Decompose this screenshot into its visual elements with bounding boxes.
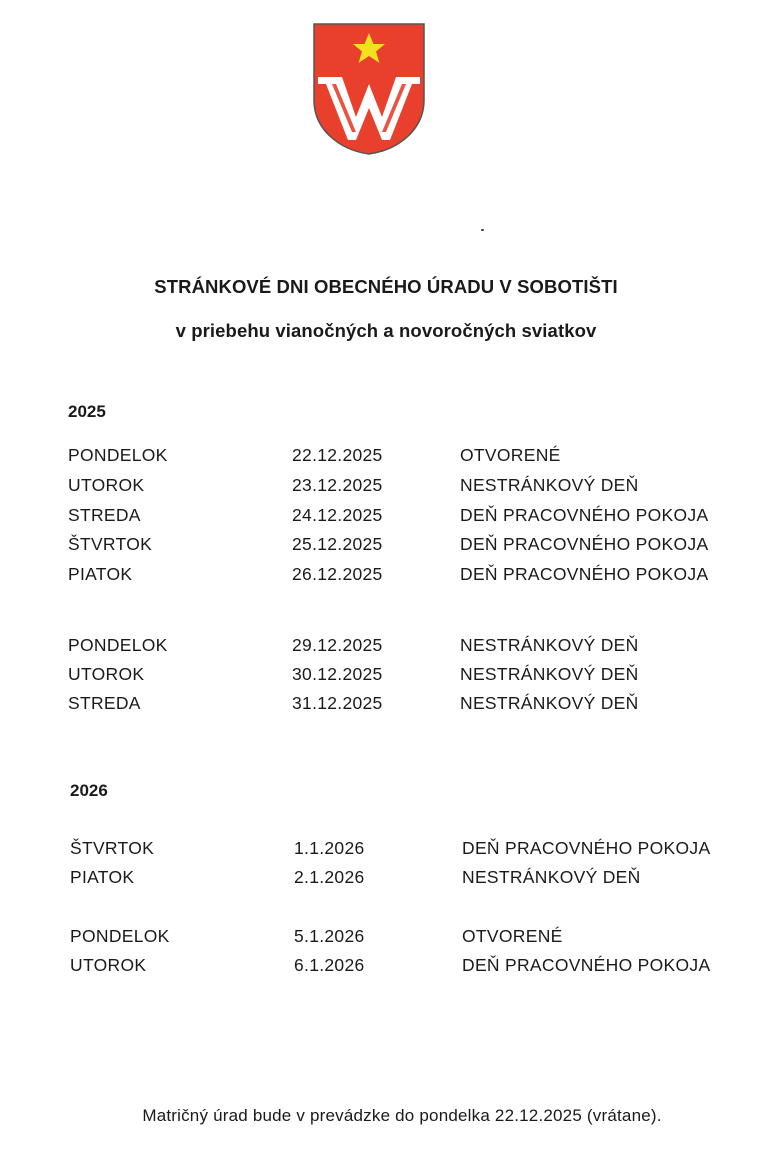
day-cell: STREDA <box>68 693 141 713</box>
day-cell: UTOROK <box>68 475 145 495</box>
status-cell: OTVORENÉ <box>462 926 563 946</box>
date-cell: 23.12.2025 <box>292 475 383 495</box>
date-cell: 25.12.2025 <box>292 534 383 554</box>
day-cell: PONDELOK <box>68 635 168 655</box>
status-cell: DEŇ PRACOVNÉHO POKOJA <box>460 505 709 525</box>
schedule-row <box>0 955 768 983</box>
date-cell: 26.12.2025 <box>292 564 383 584</box>
status-cell: DEŇ PRACOVNÉHO POKOJA <box>460 564 709 584</box>
date-cell: 30.12.2025 <box>292 664 383 684</box>
day-cell: PIATOK <box>68 564 133 584</box>
day-cell: UTOROK <box>68 664 145 684</box>
status-cell: NESTRÁNKOVÝ DEŇ <box>460 693 639 713</box>
schedule-row <box>0 926 768 954</box>
schedule-row <box>0 505 768 533</box>
footer-note: Matričný úrad bude v prevádzke do pondelka 22.12.2025 (vrátane). <box>142 1106 662 1125</box>
status-cell: NESTRÁNKOVÝ DEŇ <box>460 635 639 655</box>
status-cell: DEŇ PRACOVNÉHO POKOJA <box>462 838 711 858</box>
date-cell: 24.12.2025 <box>292 505 383 525</box>
date-cell: 2.1.2026 <box>294 867 365 887</box>
schedule-row <box>0 838 768 866</box>
coat-of-arms-icon <box>312 22 426 156</box>
date-cell: 22.12.2025 <box>292 445 383 465</box>
day-cell: PONDELOK <box>68 445 168 465</box>
day-cell: ŠTVRTOK <box>68 534 153 554</box>
schedule-row <box>0 564 768 592</box>
schedule-row <box>0 664 768 692</box>
day-cell: STREDA <box>68 505 141 525</box>
schedule-row <box>0 445 768 473</box>
schedule-row <box>0 534 768 562</box>
date-cell: 5.1.2026 <box>294 926 365 946</box>
schedule-row <box>0 693 768 721</box>
status-cell: OTVORENÉ <box>460 445 561 465</box>
year-heading-2026: 2026 <box>70 781 108 800</box>
day-cell: ŠTVRTOK <box>70 838 155 858</box>
page-title: STRÁNKOVÉ DNI OBECNÉHO ÚRADU V SOBOTIŠTI <box>154 276 618 297</box>
date-cell: 1.1.2026 <box>294 838 365 858</box>
date-cell: 29.12.2025 <box>292 635 383 655</box>
status-cell: DEŇ PRACOVNÉHO POKOJA <box>462 955 711 975</box>
status-cell: NESTRÁNKOVÝ DEŇ <box>460 475 639 495</box>
date-cell: 31.12.2025 <box>292 693 383 713</box>
year-heading-2025: 2025 <box>68 402 106 421</box>
page-subtitle: v priebehu vianočných a novoročných sviatkov <box>175 320 597 341</box>
schedule-row <box>0 635 768 663</box>
schedule-row <box>0 867 768 895</box>
day-cell: PIATOK <box>70 867 135 887</box>
status-cell: NESTRÁNKOVÝ DEŇ <box>462 867 641 887</box>
scan-speck <box>481 229 484 231</box>
date-cell: 6.1.2026 <box>294 955 365 975</box>
schedule-row <box>0 475 768 503</box>
day-cell: PONDELOK <box>70 926 170 946</box>
status-cell: NESTRÁNKOVÝ DEŇ <box>460 664 639 684</box>
status-cell: DEŇ PRACOVNÉHO POKOJA <box>460 534 709 554</box>
day-cell: UTOROK <box>70 955 147 975</box>
